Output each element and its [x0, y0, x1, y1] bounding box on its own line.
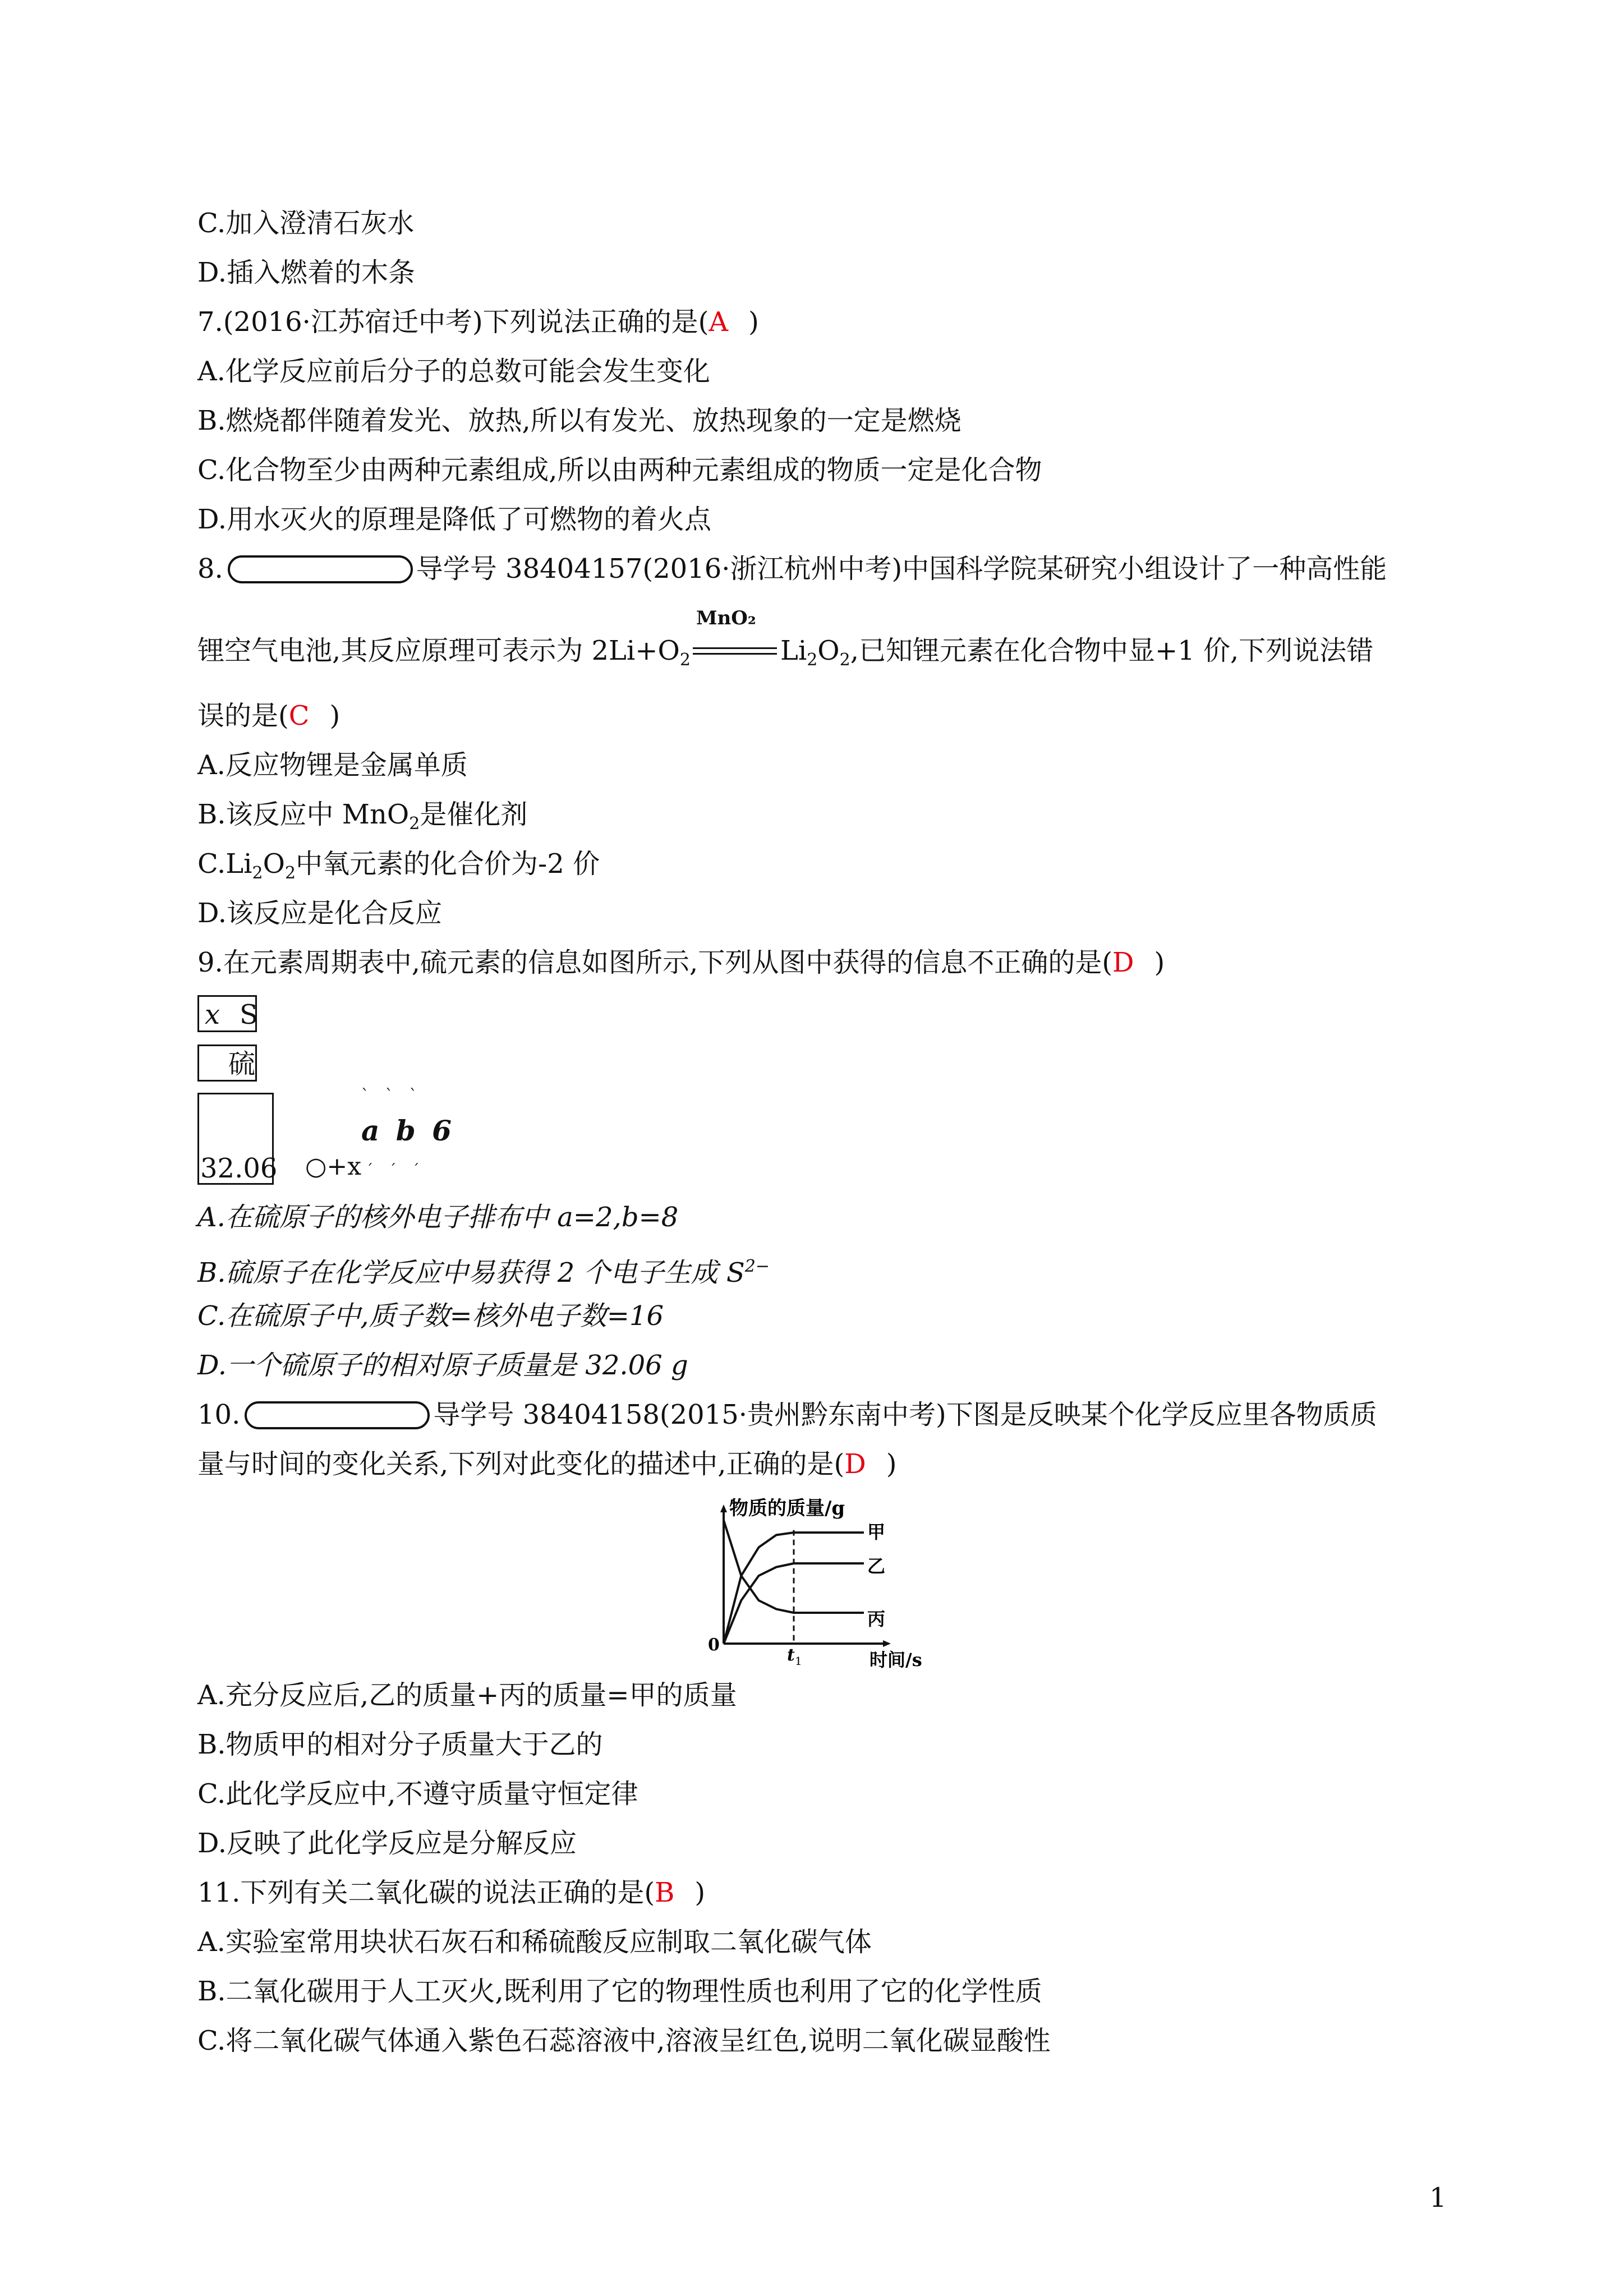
- q8-stem-line2: [197, 607, 1374, 677]
- q10-stem-line1: [197, 1398, 1377, 1432]
- q8-c2: O: [263, 848, 285, 880]
- q8-option-d: D.该反应是化合反应: [197, 898, 443, 929]
- q11-option-c: C.将二氧化碳气体通入紫色石蕊溶液中,溶液呈红色,说明二氧化碳显酸性: [197, 2025, 1051, 2056]
- element-box-name: [197, 1045, 257, 1082]
- q8-stem1: 导学号 38404157(2016·浙江杭州中考)中国科学院某研究小组设计了一种高性能: [416, 553, 1387, 585]
- q8-stem2a: 锂空气电池,其反应原理可表示为 2Li+O: [197, 635, 680, 666]
- q10-option-c: C.此化学反应中,不遵守质量守恒定律: [197, 1778, 638, 1810]
- study-guide-badge[interactable]: [228, 555, 413, 583]
- q10-stem-line2: [197, 1447, 896, 1481]
- y-axis-label: 物质的质量/g: [729, 1497, 845, 1520]
- q10-number: 10.: [197, 1399, 241, 1430]
- q9-answer: D: [1112, 947, 1134, 978]
- q8-stem3: 误的是(: [197, 700, 289, 731]
- q8-b-subscript: 2: [409, 814, 420, 834]
- q8-close: ): [329, 700, 341, 731]
- study-guide-badge-2[interactable]: [245, 1401, 430, 1429]
- y-axis-arrow: [720, 1504, 727, 1512]
- q9-b1: B.硫原子在化学反应中易获得 2 个电子生成 S: [197, 1257, 745, 1289]
- q10-option-b: B.物质甲的相对分子质量大于乙的: [197, 1729, 603, 1760]
- q7-option-b: B.燃烧都伴随着发光、放热,所以有发光、放热现象的一定是燃烧: [197, 405, 961, 436]
- atomic-mass: 32.06: [200, 1153, 278, 1184]
- catalyst-label: MnO₂: [696, 607, 756, 629]
- q10-option-d: D.反映了此化学反应是分解反应: [197, 1828, 577, 1859]
- q8-answer: C: [288, 700, 310, 731]
- x-axis-label: 时间/s: [869, 1649, 922, 1671]
- element-box-mass: [197, 1093, 278, 1185]
- q7-option-c: C.化合物至少由两种元素组成,所以由两种元素组成的物质一定是化合物: [197, 454, 1042, 486]
- q9-stem: [197, 946, 1165, 979]
- q8-c-subscript2: 2: [284, 863, 296, 883]
- q7-option-d: D.用水灭火的原理是降低了可燃物的着火点: [197, 504, 712, 535]
- series-label-3: 丙: [867, 1608, 886, 1630]
- q11-option-a: A.实验室常用块状石灰石和稀硫酸反应制取二氧化碳气体: [197, 1926, 872, 1958]
- q8-o-subscript: 2: [839, 650, 850, 670]
- orbit-marks-bottom: ˊ ˊ ˊ: [366, 1162, 425, 1179]
- q9-option-c: C.在硫原子中,质子数=核外电子数=16: [197, 1300, 664, 1332]
- q11-stem: [197, 1876, 705, 1910]
- q8-o2-subscript: 2: [679, 650, 691, 670]
- q8-stem-line3: [197, 699, 340, 733]
- orbit-marks-top: ` ` `: [361, 1086, 423, 1105]
- q8-b2: 是催化剂: [420, 799, 528, 830]
- q8-stem-line1: [197, 552, 1387, 586]
- element-symbol: S: [240, 999, 258, 1030]
- q10-stem1: 导学号 38404158(2015·贵州黔东南中考)下图是反映某个化学反应里各物质质: [433, 1399, 1377, 1430]
- element-name: 硫: [228, 1048, 256, 1080]
- reaction-arrow: [691, 607, 780, 668]
- t1-label: t: [787, 1645, 795, 1665]
- series-group: [724, 1520, 885, 1644]
- q9-option-a: A.在硫原子的核外电子排布中 a=2,b=8: [197, 1202, 679, 1233]
- q8-c3: 中氧元素的化合价为-2 价: [296, 848, 600, 880]
- q8-number: 8.: [197, 553, 223, 585]
- q7-option-a: A.化学反应前后分子的总数可能会发生变化: [197, 356, 710, 387]
- atomic-number-var: x: [205, 999, 220, 1030]
- origin-label: 0: [708, 1635, 720, 1655]
- q10-stem2: 量与时间的变化关系,下列对此变化的描述中,正确的是(: [197, 1448, 845, 1480]
- q8-stem2c: O: [817, 635, 840, 666]
- q11-stem-text: 11.下列有关二氧化碳的说法正确的是(: [197, 1877, 655, 1908]
- q7-answer: A: [709, 306, 729, 338]
- q8-c1: C.Li: [197, 848, 252, 880]
- q8-option-a: A.反应物锂是金属单质: [197, 749, 468, 781]
- q11-option-b: B.二氧化碳用于人工灭火,既利用了它的物理性质也利用了它的化学性质: [197, 1976, 1042, 2007]
- q9-b-superscript: 2−: [744, 1257, 770, 1276]
- q7-close: ): [748, 306, 759, 338]
- x-axis-arrow: [883, 1640, 891, 1647]
- orbit-electrons: a b 6: [361, 1114, 455, 1147]
- q7-stem-text: 7.(2016·江苏宿迁中考)下列说法正确的是(: [197, 306, 709, 338]
- q8-stem2b: Li: [780, 635, 807, 666]
- q9-d1: D.一个硫原子的相对原子质量是 32.06: [197, 1350, 671, 1381]
- q6-option-d: D.插入燃着的木条: [197, 257, 416, 288]
- q9-close: ): [1154, 947, 1165, 978]
- t1-marker: [787, 1530, 802, 1668]
- q10-option-a: A.充分反应后,乙的质量+丙的质量=甲的质量: [197, 1680, 737, 1711]
- q8-option-c: [197, 847, 600, 890]
- series-label-1: 甲: [867, 1521, 886, 1543]
- q6-option-c: C.加入澄清石灰水: [197, 208, 415, 239]
- q9-stem-text: 9.在元素周期表中,硫元素的信息如图所示,下列从图中获得的信息不正确的是(: [197, 947, 1113, 978]
- q8-b1: B.该反应中 MnO: [197, 799, 410, 830]
- q9-option-b: [197, 1250, 770, 1290]
- series-line-2: [724, 1563, 864, 1644]
- q11-close: ): [694, 1877, 706, 1908]
- q9-d-unit: g: [670, 1350, 688, 1381]
- nucleus-text: ○+x: [305, 1152, 362, 1181]
- q8-c-subscript1: 2: [252, 863, 263, 883]
- nucleus-label: [305, 1152, 425, 1181]
- page-number: 1: [1429, 2182, 1447, 2214]
- q10-close: ): [886, 1448, 897, 1480]
- element-box-top: [197, 995, 257, 1032]
- series-label-2: 乙: [867, 1556, 886, 1577]
- t1-subscript: 1: [795, 1654, 802, 1668]
- q10-answer: D: [844, 1448, 866, 1480]
- mass-time-chart: [696, 1492, 942, 1672]
- q7-stem: [197, 305, 759, 339]
- q8-stem2d: ,已知锂元素在化合物中显+1 价,下列说法错: [850, 635, 1374, 666]
- q9-option-d: [197, 1349, 688, 1382]
- q8-option-b: [197, 798, 527, 841]
- q11-answer: B: [655, 1877, 675, 1908]
- q8-li-subscript: 2: [807, 650, 818, 670]
